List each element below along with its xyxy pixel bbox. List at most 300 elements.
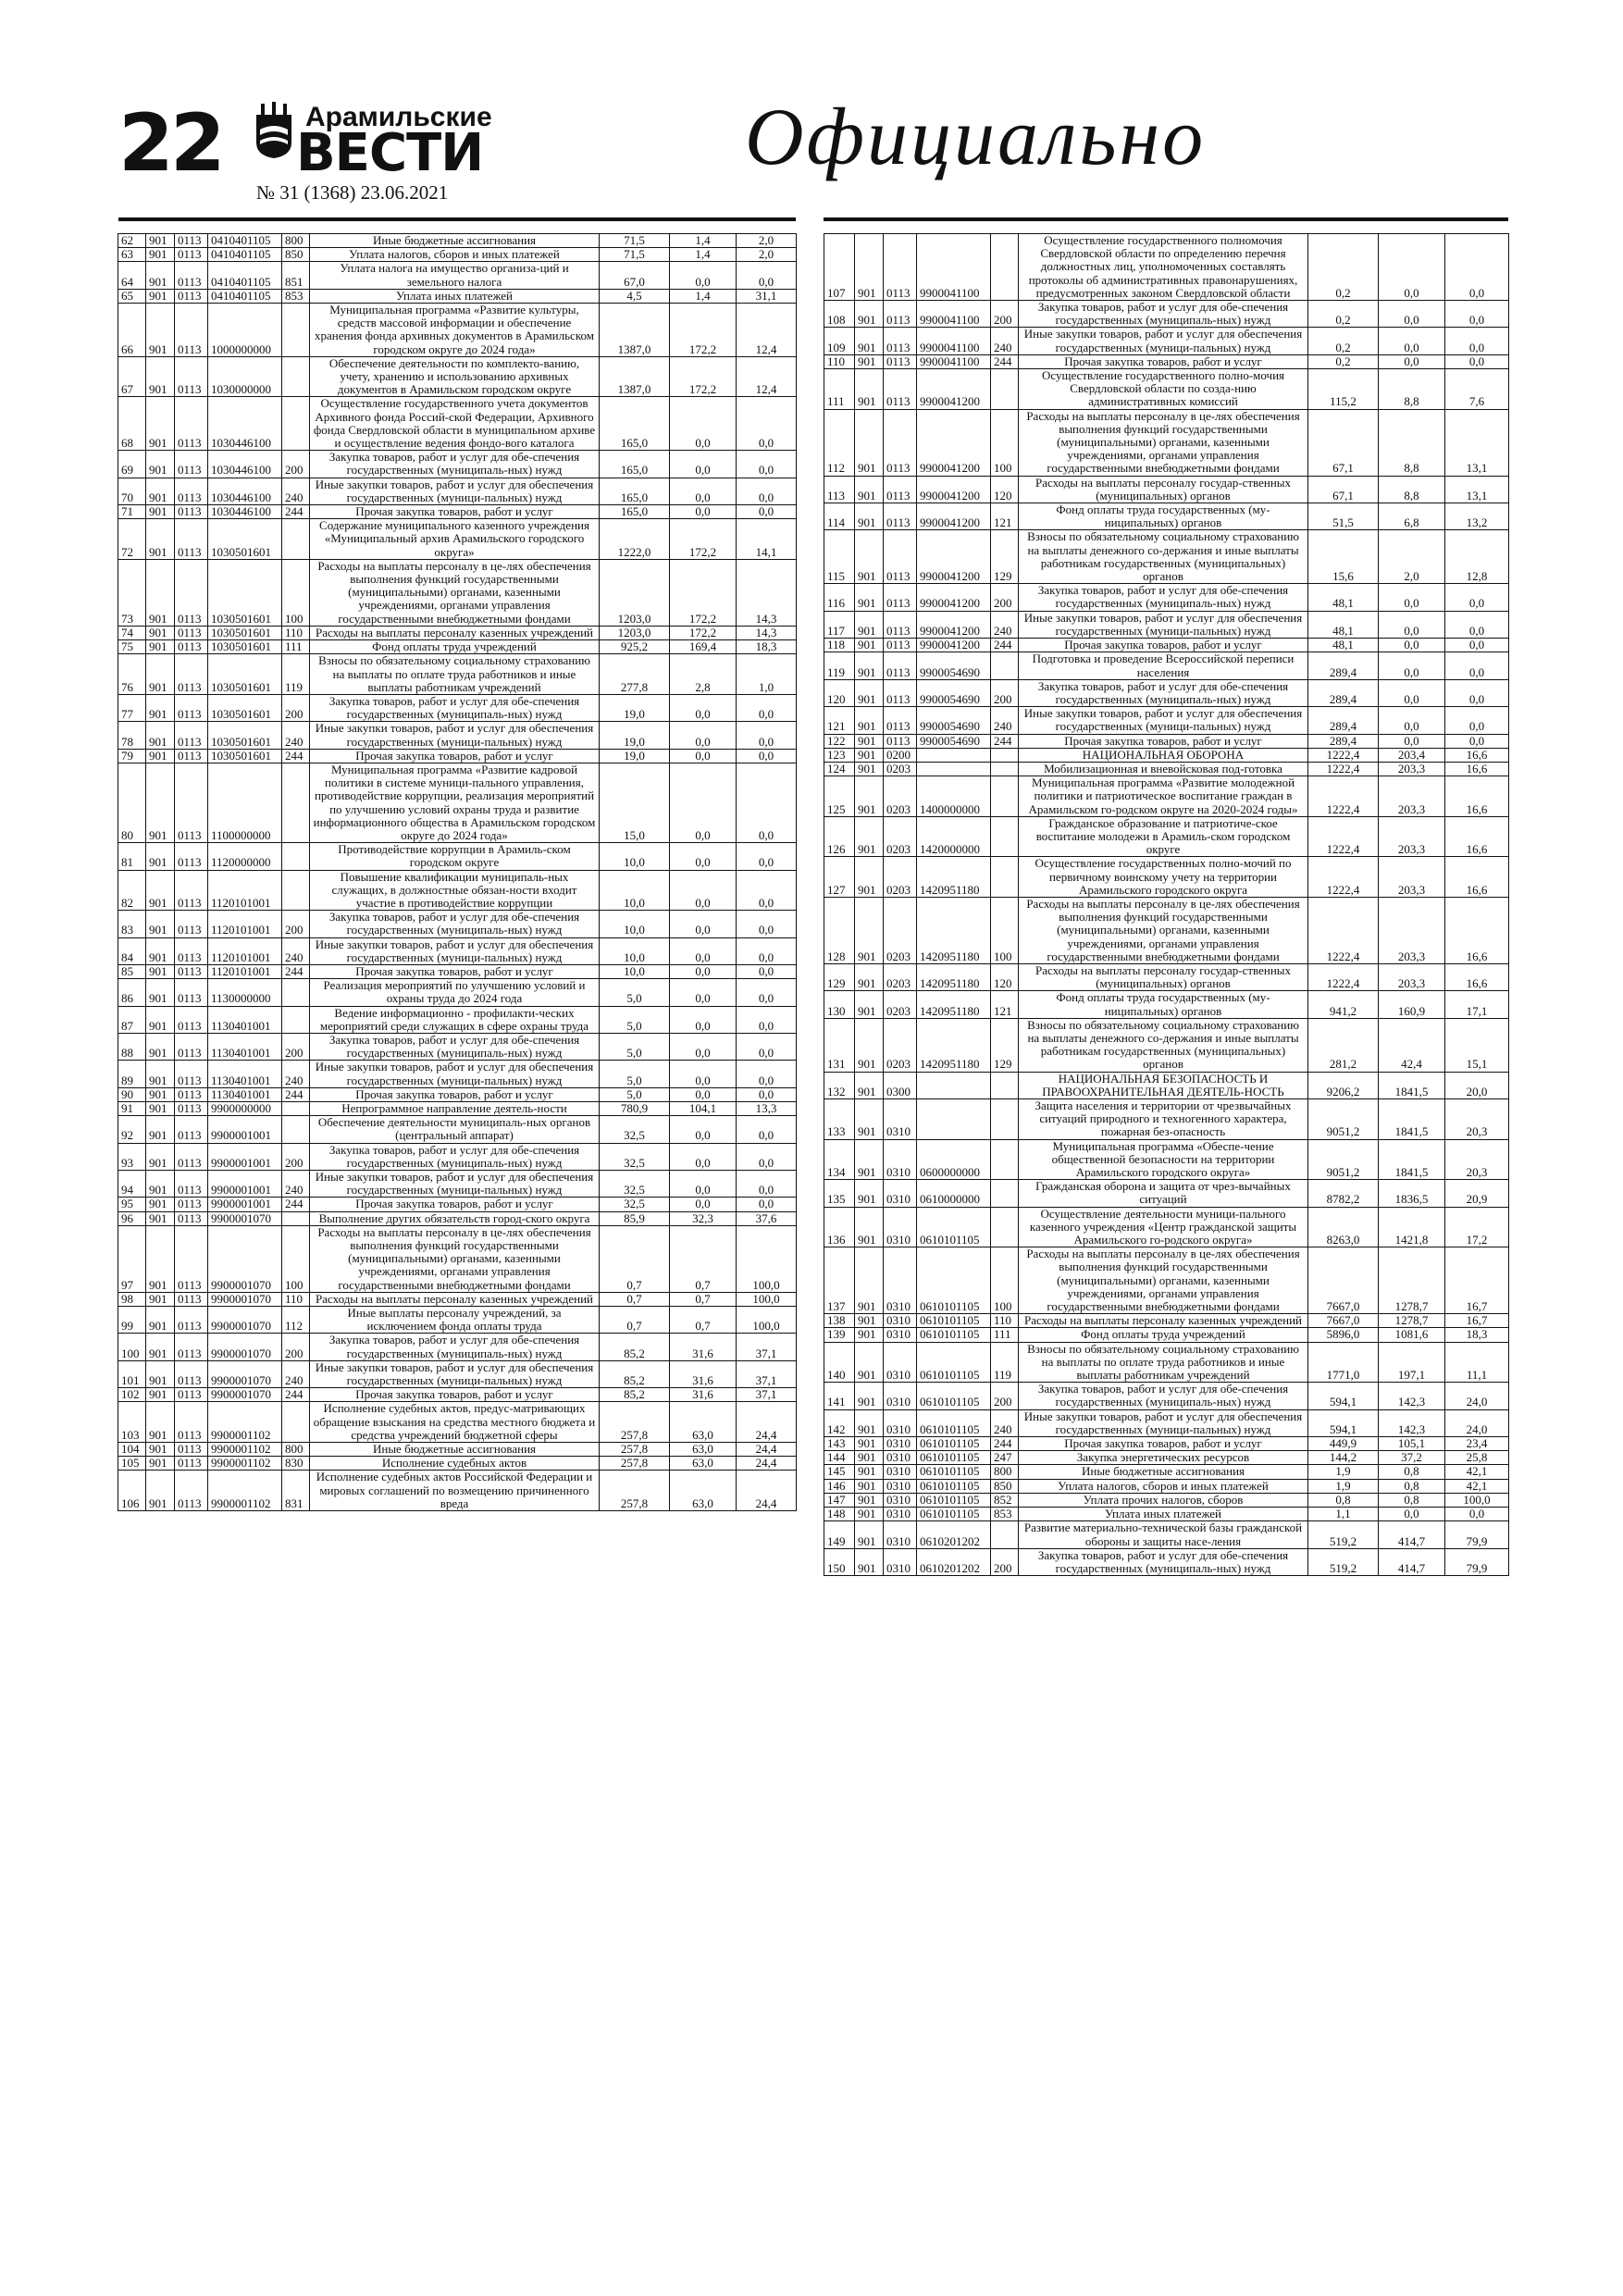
plan-amount-cell: 71,5 (600, 234, 670, 248)
admin-code-cell: 901 (855, 1180, 884, 1207)
plan-amount-cell: 1,9 (1308, 1465, 1379, 1479)
actual-amount-cell: 1841,5 (1379, 1139, 1445, 1180)
expense-type-cell: 831 (282, 1471, 310, 1511)
actual-amount-cell: 8,8 (1379, 369, 1445, 410)
section-code-cell: 0113 (175, 1006, 208, 1033)
target-article-cell: 1420951180 (917, 963, 991, 990)
table-row (824, 476, 1509, 503)
section-code-cell: 0203 (884, 762, 917, 776)
expense-type-cell: 240 (282, 478, 310, 504)
actual-amount-cell: 37,2 (1379, 1451, 1445, 1465)
admin-code-cell: 901 (146, 749, 175, 763)
row-number-cell: 140 (824, 1342, 855, 1383)
row-number-cell: 75 (118, 640, 146, 654)
section-code-cell: 0113 (175, 654, 208, 695)
row-number-cell: 82 (118, 870, 146, 911)
plan-amount-cell: 85,2 (600, 1388, 670, 1402)
row-number-cell: 118 (824, 639, 855, 652)
table-row (824, 762, 1509, 776)
plan-amount-cell: 8263,0 (1308, 1207, 1379, 1247)
row-number-cell: 66 (118, 304, 146, 357)
table-row (824, 1521, 1509, 1548)
row-number-cell: 138 (824, 1314, 855, 1328)
admin-code-cell: 901 (855, 762, 884, 776)
target-article-cell: 1130401001 (208, 1087, 282, 1101)
table-row (824, 734, 1509, 748)
table-row (824, 1139, 1509, 1180)
percent-done-cell: 0,0 (1445, 584, 1509, 611)
target-article-cell: 1030501601 (208, 654, 282, 695)
item-name-cell: Расходы на выплаты персоналу государ-ственных (муниципальных) органов (1019, 476, 1308, 503)
percent-done-cell: 0,0 (737, 478, 797, 504)
row-number-cell: 132 (824, 1072, 855, 1098)
admin-code-cell: 901 (855, 328, 884, 354)
table-row (118, 1360, 797, 1387)
plan-amount-cell: 1222,4 (1308, 762, 1379, 776)
expense-type-cell: 200 (282, 1033, 310, 1060)
table-row (824, 1451, 1509, 1465)
expense-type-cell: 244 (282, 749, 310, 763)
plan-amount-cell: 0,2 (1308, 301, 1379, 328)
item-name-cell: Непрограммное направление деятель-ности (310, 1102, 600, 1116)
plan-amount-cell: 10,0 (600, 843, 670, 870)
expense-type-cell: 240 (991, 707, 1019, 734)
expense-type-cell: 244 (282, 964, 310, 978)
row-number-cell: 128 (824, 897, 855, 963)
target-article-cell: 1120101001 (208, 911, 282, 937)
row-number-cell: 127 (824, 857, 855, 898)
row-number-cell: 146 (824, 1479, 855, 1493)
plan-amount-cell: 67,1 (1308, 409, 1379, 476)
actual-amount-cell: 1278,7 (1379, 1314, 1445, 1328)
table-row (118, 763, 797, 842)
target-article-cell: 1130401001 (208, 1033, 282, 1060)
actual-amount-cell: 0,0 (1379, 301, 1445, 328)
expense-type-cell: 200 (991, 584, 1019, 611)
item-name-cell: Осуществление государственных полно-мочий по первичному воинскому учету на территории Арамильского городского округа (1019, 857, 1308, 898)
section-code-cell: 0113 (884, 652, 917, 679)
item-name-cell: Развитие материально-технической базы гражданской обороны и защиты насе-ления (1019, 1521, 1308, 1548)
plan-amount-cell: 48,1 (1308, 584, 1379, 611)
item-name-cell: Расходы на выплаты персоналу в це-лях обеспечения выполнения функций государственными (муниципальными) органами, казенными учреждениями, органами управления государственными внебюджетными фондами (310, 1225, 600, 1292)
admin-code-cell: 901 (855, 1207, 884, 1247)
actual-amount-cell: 203,4 (1379, 748, 1445, 762)
admin-code-cell: 901 (855, 816, 884, 857)
actual-amount-cell: 0,7 (670, 1225, 737, 1292)
row-number-cell: 126 (824, 816, 855, 857)
target-article-cell: 1030501601 (208, 694, 282, 721)
target-article-cell (917, 1072, 991, 1098)
expense-type-cell: 240 (282, 1061, 310, 1087)
actual-amount-cell: 2,0 (1379, 530, 1445, 584)
admin-code-cell: 901 (855, 991, 884, 1018)
actual-amount-cell: 414,7 (1379, 1548, 1445, 1575)
actual-amount-cell: 0,0 (1379, 354, 1445, 368)
plan-amount-cell: 257,8 (600, 1443, 670, 1457)
admin-code-cell: 901 (855, 354, 884, 368)
actual-amount-cell: 1841,5 (1379, 1099, 1445, 1140)
expense-type-cell: 247 (991, 1451, 1019, 1465)
target-article-cell: 9900054690 (917, 679, 991, 706)
target-article-cell: 0610101105 (917, 1314, 991, 1328)
percent-done-cell: 0,0 (737, 1171, 797, 1198)
section-code-cell: 0113 (175, 763, 208, 842)
section-code-cell: 0300 (884, 1072, 917, 1098)
row-number-cell: 73 (118, 559, 146, 626)
admin-code-cell: 901 (855, 963, 884, 990)
item-name-cell: Повышение квалификации муниципаль-ных служащих, в должностные обязан-ности входит участие в противодействие коррупции (310, 870, 600, 911)
actual-amount-cell: 1278,7 (1379, 1247, 1445, 1314)
row-number-cell: 147 (824, 1493, 855, 1507)
row-number-cell: 81 (118, 843, 146, 870)
expense-type-cell: 200 (282, 1143, 310, 1170)
percent-done-cell: 0,0 (737, 870, 797, 911)
target-article-cell: 9900041200 (917, 530, 991, 584)
row-number-cell: 110 (824, 354, 855, 368)
target-article-cell: 0600000000 (917, 1139, 991, 1180)
target-article-cell: 1100000000 (208, 763, 282, 842)
percent-done-cell: 14,3 (737, 626, 797, 639)
expense-type-cell: 112 (282, 1307, 310, 1334)
table-row (118, 289, 797, 303)
target-article-cell (917, 762, 991, 776)
section-code-cell: 0113 (175, 1402, 208, 1443)
admin-code-cell: 901 (146, 1360, 175, 1387)
percent-done-cell: 20,3 (1445, 1099, 1509, 1140)
item-name-cell: Муниципальная программа «Развитие культуры, средств массовой информации и обеспечение хранения фонда архивных документов в Арамильском городском округе до 2024 года» (310, 304, 600, 357)
table-row (824, 1247, 1509, 1314)
target-article-cell: 1030446100 (208, 505, 282, 519)
plan-amount-cell: 4,5 (600, 289, 670, 303)
target-article-cell: 1420951180 (917, 991, 991, 1018)
section-code-cell: 0113 (175, 478, 208, 504)
section-code-cell: 0113 (884, 476, 917, 503)
percent-done-cell: 0,0 (737, 1033, 797, 1060)
admin-code-cell: 901 (855, 1479, 884, 1493)
admin-code-cell: 901 (146, 1061, 175, 1087)
item-name-cell: Уплата налогов, сборов и иных платежей (310, 248, 600, 262)
item-name-cell: Закупка товаров, работ и услуг для обе-спечения государственных (муниципаль-ных) нужд (310, 1033, 600, 1060)
target-article-cell: 0610000000 (917, 1180, 991, 1207)
section-code-cell: 0113 (175, 1457, 208, 1471)
expense-type-cell: 240 (282, 722, 310, 749)
target-article-cell: 9900041200 (917, 584, 991, 611)
target-article-cell: 0410401105 (208, 262, 282, 289)
plan-amount-cell: 115,2 (1308, 369, 1379, 410)
target-article-cell: 9900001070 (208, 1334, 282, 1360)
actual-amount-cell: 172,2 (670, 356, 737, 397)
percent-done-cell: 14,1 (737, 519, 797, 560)
actual-amount-cell: 32,3 (670, 1211, 737, 1225)
plan-amount-cell: 32,5 (600, 1143, 670, 1170)
expense-type-cell (282, 1102, 310, 1116)
item-name-cell: Подготовка и проведение Всероссийской переписи населения (1019, 652, 1308, 679)
target-article-cell: 9900041100 (917, 328, 991, 354)
row-number-cell: 108 (824, 301, 855, 328)
table-row (824, 1437, 1509, 1451)
row-number-cell: 68 (118, 397, 146, 451)
admin-code-cell: 901 (146, 1334, 175, 1360)
admin-code-cell: 901 (146, 843, 175, 870)
row-number-cell: 136 (824, 1207, 855, 1247)
table-row (824, 1409, 1509, 1436)
item-name-cell: Прочая закупка товаров, работ и услуг (1019, 1437, 1308, 1451)
expense-type-cell (282, 1006, 310, 1033)
table-row (824, 234, 1509, 301)
target-article-cell: 1030446100 (208, 451, 282, 478)
actual-amount-cell: 8,8 (1379, 409, 1445, 476)
percent-done-cell: 16,6 (1445, 816, 1509, 857)
target-article-cell: 0410401105 (208, 289, 282, 303)
percent-done-cell: 1,0 (737, 654, 797, 695)
item-name-cell: Иные бюджетные ассигнования (310, 234, 600, 248)
table-row (118, 1171, 797, 1198)
table-row (118, 1211, 797, 1225)
section-code-cell: 0203 (884, 897, 917, 963)
right-column (824, 233, 1508, 1576)
target-article-cell: 0410401105 (208, 248, 282, 262)
percent-done-cell: 16,7 (1445, 1247, 1509, 1314)
section-code-cell: 0203 (884, 1018, 917, 1072)
percent-done-cell: 24,4 (737, 1471, 797, 1511)
percent-done-cell: 0,0 (737, 1116, 797, 1143)
actual-amount-cell: 169,4 (670, 640, 737, 654)
expense-type-cell (991, 1139, 1019, 1180)
item-name-cell: Муниципальная программа «Развитие молодежной политики и патриотическое воспитание граждан в Арамильском го-родском округе на 2020-2024 годы» (1019, 776, 1308, 817)
plan-amount-cell: 165,0 (600, 397, 670, 451)
percent-done-cell: 100,0 (737, 1225, 797, 1292)
section-code-cell: 0310 (884, 1479, 917, 1493)
item-name-cell: Иные закупки товаров, работ и услуг для обеспечения государственных (муници-пальных) нужд (310, 1061, 600, 1087)
expense-type-cell: 100 (991, 409, 1019, 476)
table-row (118, 304, 797, 357)
expense-type-cell (282, 870, 310, 911)
target-article-cell: 1400000000 (917, 776, 991, 817)
item-name-cell: Иные бюджетные ассигнования (1019, 1465, 1308, 1479)
left-column (118, 233, 796, 1511)
row-number-cell: 114 (824, 503, 855, 530)
plan-amount-cell: 5,0 (600, 1033, 670, 1060)
actual-amount-cell: 2,8 (670, 654, 737, 695)
expense-type-cell: 850 (282, 248, 310, 262)
plan-amount-cell: 289,4 (1308, 652, 1379, 679)
item-name-cell: Иные закупки товаров, работ и услуг для обеспечения государственных (муници-пальных) нужд (1019, 1409, 1308, 1436)
table-row (824, 584, 1509, 611)
expense-type-cell: 110 (282, 626, 310, 639)
item-name-cell: Расходы на выплаты персоналу государ-ственных (муниципальных) органов (1019, 963, 1308, 990)
target-article-cell: 9900041100 (917, 234, 991, 301)
percent-done-cell: 11,1 (1445, 1342, 1509, 1383)
percent-done-cell: 0,0 (737, 964, 797, 978)
expense-type-cell: 100 (991, 1247, 1019, 1314)
plan-amount-cell: 289,4 (1308, 734, 1379, 748)
section-code-cell: 0113 (175, 559, 208, 626)
expense-type-cell: 244 (282, 505, 310, 519)
table-row (118, 1102, 797, 1116)
section-code-cell: 0113 (175, 722, 208, 749)
plan-amount-cell: 257,8 (600, 1471, 670, 1511)
section-code-cell: 0310 (884, 1342, 917, 1383)
actual-amount-cell: 0,0 (1379, 328, 1445, 354)
admin-code-cell: 901 (146, 505, 175, 519)
item-name-cell: Расходы на выплаты персоналу казенных учреждений (1019, 1314, 1308, 1328)
actual-amount-cell: 203,3 (1379, 776, 1445, 817)
target-article-cell: 1030501601 (208, 626, 282, 639)
admin-code-cell: 901 (855, 1493, 884, 1507)
admin-code-cell: 901 (146, 1307, 175, 1334)
expense-type-cell: 240 (282, 937, 310, 964)
row-number-cell: 80 (118, 763, 146, 842)
plan-amount-cell: 1203,0 (600, 559, 670, 626)
admin-code-cell: 901 (855, 1451, 884, 1465)
plan-amount-cell: 289,4 (1308, 679, 1379, 706)
row-number-cell: 96 (118, 1211, 146, 1225)
admin-code-cell: 901 (855, 369, 884, 410)
table-row (118, 1143, 797, 1170)
target-article-cell: 9900054690 (917, 707, 991, 734)
row-number-cell: 107 (824, 234, 855, 301)
budget-table-right (824, 233, 1509, 1576)
target-article-cell: 1130401001 (208, 1061, 282, 1087)
table-row (118, 451, 797, 478)
percent-done-cell: 0,0 (1445, 328, 1509, 354)
expense-type-cell: 129 (991, 1018, 1019, 1072)
target-article-cell: 1030501601 (208, 722, 282, 749)
target-article-cell: 0610201202 (917, 1548, 991, 1575)
table-row (824, 1099, 1509, 1140)
actual-amount-cell: 203,3 (1379, 762, 1445, 776)
row-number-cell: 103 (118, 1402, 146, 1443)
admin-code-cell: 901 (855, 1314, 884, 1328)
expense-type-cell: 240 (991, 611, 1019, 638)
item-name-cell: Прочая закупка товаров, работ и услуг (310, 964, 600, 978)
table-row (824, 1072, 1509, 1098)
actual-amount-cell: 63,0 (670, 1443, 737, 1457)
table-row (118, 1402, 797, 1443)
plan-amount-cell: 85,2 (600, 1360, 670, 1387)
percent-done-cell: 23,4 (1445, 1437, 1509, 1451)
percent-done-cell: 13,1 (1445, 409, 1509, 476)
target-article-cell: 9900001070 (208, 1225, 282, 1292)
expense-type-cell (991, 1180, 1019, 1207)
percent-done-cell: 24,4 (737, 1402, 797, 1443)
row-number-cell: 113 (824, 476, 855, 503)
table-row (118, 749, 797, 763)
target-article-cell: 9900041200 (917, 503, 991, 530)
target-article-cell: 9900000000 (208, 1102, 282, 1116)
row-number-cell: 97 (118, 1225, 146, 1292)
table-row (824, 816, 1509, 857)
item-name-cell: Осуществление деятельности муници-пального казенного учреждения «Центр гражданской защиты Арамильского го-родского округа» (1019, 1207, 1308, 1247)
section-code-cell: 0113 (175, 1471, 208, 1511)
section-code-cell: 0113 (175, 749, 208, 763)
plan-amount-cell: 257,8 (600, 1402, 670, 1443)
expense-type-cell: 119 (282, 654, 310, 695)
plan-amount-cell: 51,5 (1308, 503, 1379, 530)
row-number-cell: 148 (824, 1508, 855, 1521)
table-row (118, 654, 797, 695)
target-article-cell: 1030501601 (208, 559, 282, 626)
target-article-cell: 9900041100 (917, 301, 991, 328)
actual-amount-cell: 0,0 (670, 1061, 737, 1087)
row-number-cell: 86 (118, 979, 146, 1006)
item-name-cell: Взносы по обязательному социальному страхованию на выплаты денежного со-держания и иные выплаты работникам государственных (муниципальных) органов (1019, 530, 1308, 584)
expense-type-cell: 120 (991, 963, 1019, 990)
item-name-cell: Взносы по обязательному социальному страхованию на выплаты по оплате труда работников и иные выплаты работникам учреждений (310, 654, 600, 695)
target-article-cell: 0610101105 (917, 1479, 991, 1493)
plan-amount-cell: 85,2 (600, 1334, 670, 1360)
actual-amount-cell: 0,0 (670, 1087, 737, 1101)
plan-amount-cell: 257,8 (600, 1457, 670, 1471)
admin-code-cell: 901 (855, 1328, 884, 1342)
item-name-cell: Уплата прочих налогов, сборов (1019, 1493, 1308, 1507)
expense-type-cell: 800 (282, 1443, 310, 1457)
row-number-cell: 135 (824, 1180, 855, 1207)
section-code-cell: 0203 (884, 991, 917, 1018)
actual-amount-cell: 0,0 (670, 694, 737, 721)
percent-done-cell: 0,0 (737, 505, 797, 519)
expense-type-cell (282, 304, 310, 357)
item-name-cell: Закупка товаров, работ и услуг для обе-спечения государственных (муниципаль-ных) нужд (1019, 679, 1308, 706)
percent-done-cell: 13,2 (1445, 503, 1509, 530)
admin-code-cell: 901 (146, 397, 175, 451)
target-article-cell: 9900041200 (917, 409, 991, 476)
row-number-cell: 99 (118, 1307, 146, 1334)
section-code-cell: 0113 (175, 1061, 208, 1087)
plan-amount-cell: 519,2 (1308, 1548, 1379, 1575)
row-number-cell: 77 (118, 694, 146, 721)
item-name-cell: Иные закупки товаров, работ и услуг для обеспечения государственных (муници-пальных) нужд (310, 1360, 600, 1387)
plan-amount-cell: 32,5 (600, 1116, 670, 1143)
item-name-cell: Иные закупки товаров, работ и услуг для обеспечения государственных (муници-пальных) нужд (310, 478, 600, 504)
item-name-cell: Иные закупки товаров, работ и услуг для обеспечения государственных (муници-пальных) нужд (310, 937, 600, 964)
percent-done-cell: 0,0 (1445, 679, 1509, 706)
row-number-cell: 131 (824, 1018, 855, 1072)
expense-type-cell (282, 843, 310, 870)
admin-code-cell: 901 (855, 748, 884, 762)
admin-code-cell: 901 (855, 1508, 884, 1521)
table-row (824, 991, 1509, 1018)
percent-done-cell: 79,9 (1445, 1521, 1509, 1548)
item-name-cell: Гражданское образование и патриотиче-ское воспитание молодежи в Арамиль-ском городском округе (1019, 816, 1308, 857)
item-name-cell: Ведение информационно - профилакти-ческих мероприятий среди служащих в сфере охраны труда (310, 1006, 600, 1033)
plan-amount-cell: 67,1 (1308, 476, 1379, 503)
actual-amount-cell: 0,0 (1379, 584, 1445, 611)
percent-done-cell: 42,1 (1445, 1465, 1509, 1479)
target-article-cell: 0610101105 (917, 1493, 991, 1507)
admin-code-cell: 901 (855, 897, 884, 963)
plan-amount-cell: 1387,0 (600, 356, 670, 397)
actual-amount-cell: 6,8 (1379, 503, 1445, 530)
row-number-cell: 134 (824, 1139, 855, 1180)
item-name-cell: Осуществление государственного полномочия Свердловской области по определению перечня должностных лиц, уполномоченных составлять протоколы об административных правонарушениях, предусмотренных законом Свердловской области (1019, 234, 1308, 301)
item-name-cell: Защита населения и территории от чрезвычайных ситуаций природного и техногенного характера, пожарная без-опасность (1019, 1099, 1308, 1140)
row-number-cell: 122 (824, 734, 855, 748)
actual-amount-cell: 0,8 (1379, 1479, 1445, 1493)
section-code-cell: 0113 (175, 1211, 208, 1225)
plan-amount-cell: 5,0 (600, 1061, 670, 1087)
admin-code-cell: 901 (146, 1198, 175, 1211)
admin-code-cell: 901 (855, 301, 884, 328)
target-article-cell: 9900001070 (208, 1388, 282, 1402)
table-row (118, 248, 797, 262)
target-article-cell: 0610101105 (917, 1207, 991, 1247)
expense-type-cell (991, 369, 1019, 410)
table-row (824, 1207, 1509, 1247)
section-code-cell: 0113 (175, 911, 208, 937)
row-number-cell: 62 (118, 234, 146, 248)
item-name-cell: Иные закупки товаров, работ и услуг для обеспечения государственных (муници-пальных) нужд (1019, 611, 1308, 638)
